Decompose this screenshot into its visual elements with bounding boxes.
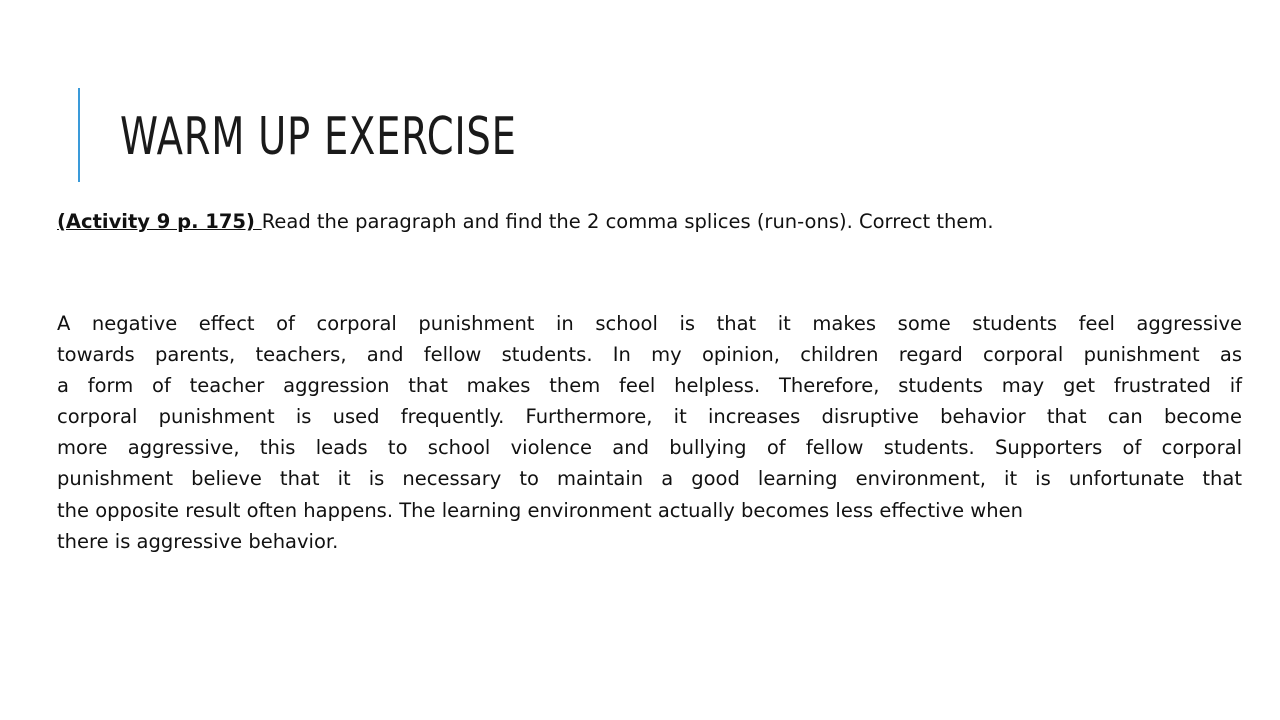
title-accent-bar — [78, 88, 80, 182]
paragraph-line: A negative effect of corporal punishment in school is that it makes some students feel aggressive — [57, 312, 1242, 335]
paragraph-line: there is aggressive behavior. — [57, 529, 339, 553]
exercise-paragraph — [57, 308, 1242, 557]
slide-title: WARM UP EXERCISE — [120, 107, 517, 167]
instruction-text — [57, 208, 1237, 236]
paragraph-line: punishment believe that it is necessary to maintain a good learning environment, it is unfortunate that — [57, 467, 1242, 491]
paragraph-line: corporal punishment is used frequently. Furthermore, it increases disruptive behavior that can become — [57, 405, 1242, 429]
paragraph-line: towards parents, teachers, and fellow students. In my opinion, children regard corporal punishment as — [57, 343, 1242, 367]
activity-reference: (Activity 9 p. 175) — [57, 210, 262, 233]
paragraph-line: the opposite result often happens. The learning environment actually becomes less effective when — [57, 498, 1023, 522]
paragraph-line: more aggressive, this leads to school violence and bullying of fellow students. Supporters of corporal — [57, 436, 1242, 460]
paragraph-line: a form of teacher aggression that makes them feel helpless. Therefore, students may get frustrated if — [57, 374, 1242, 398]
instruction-body: Read the paragraph and find the 2 comma splices (run-ons). Correct them. — [261, 210, 994, 233]
